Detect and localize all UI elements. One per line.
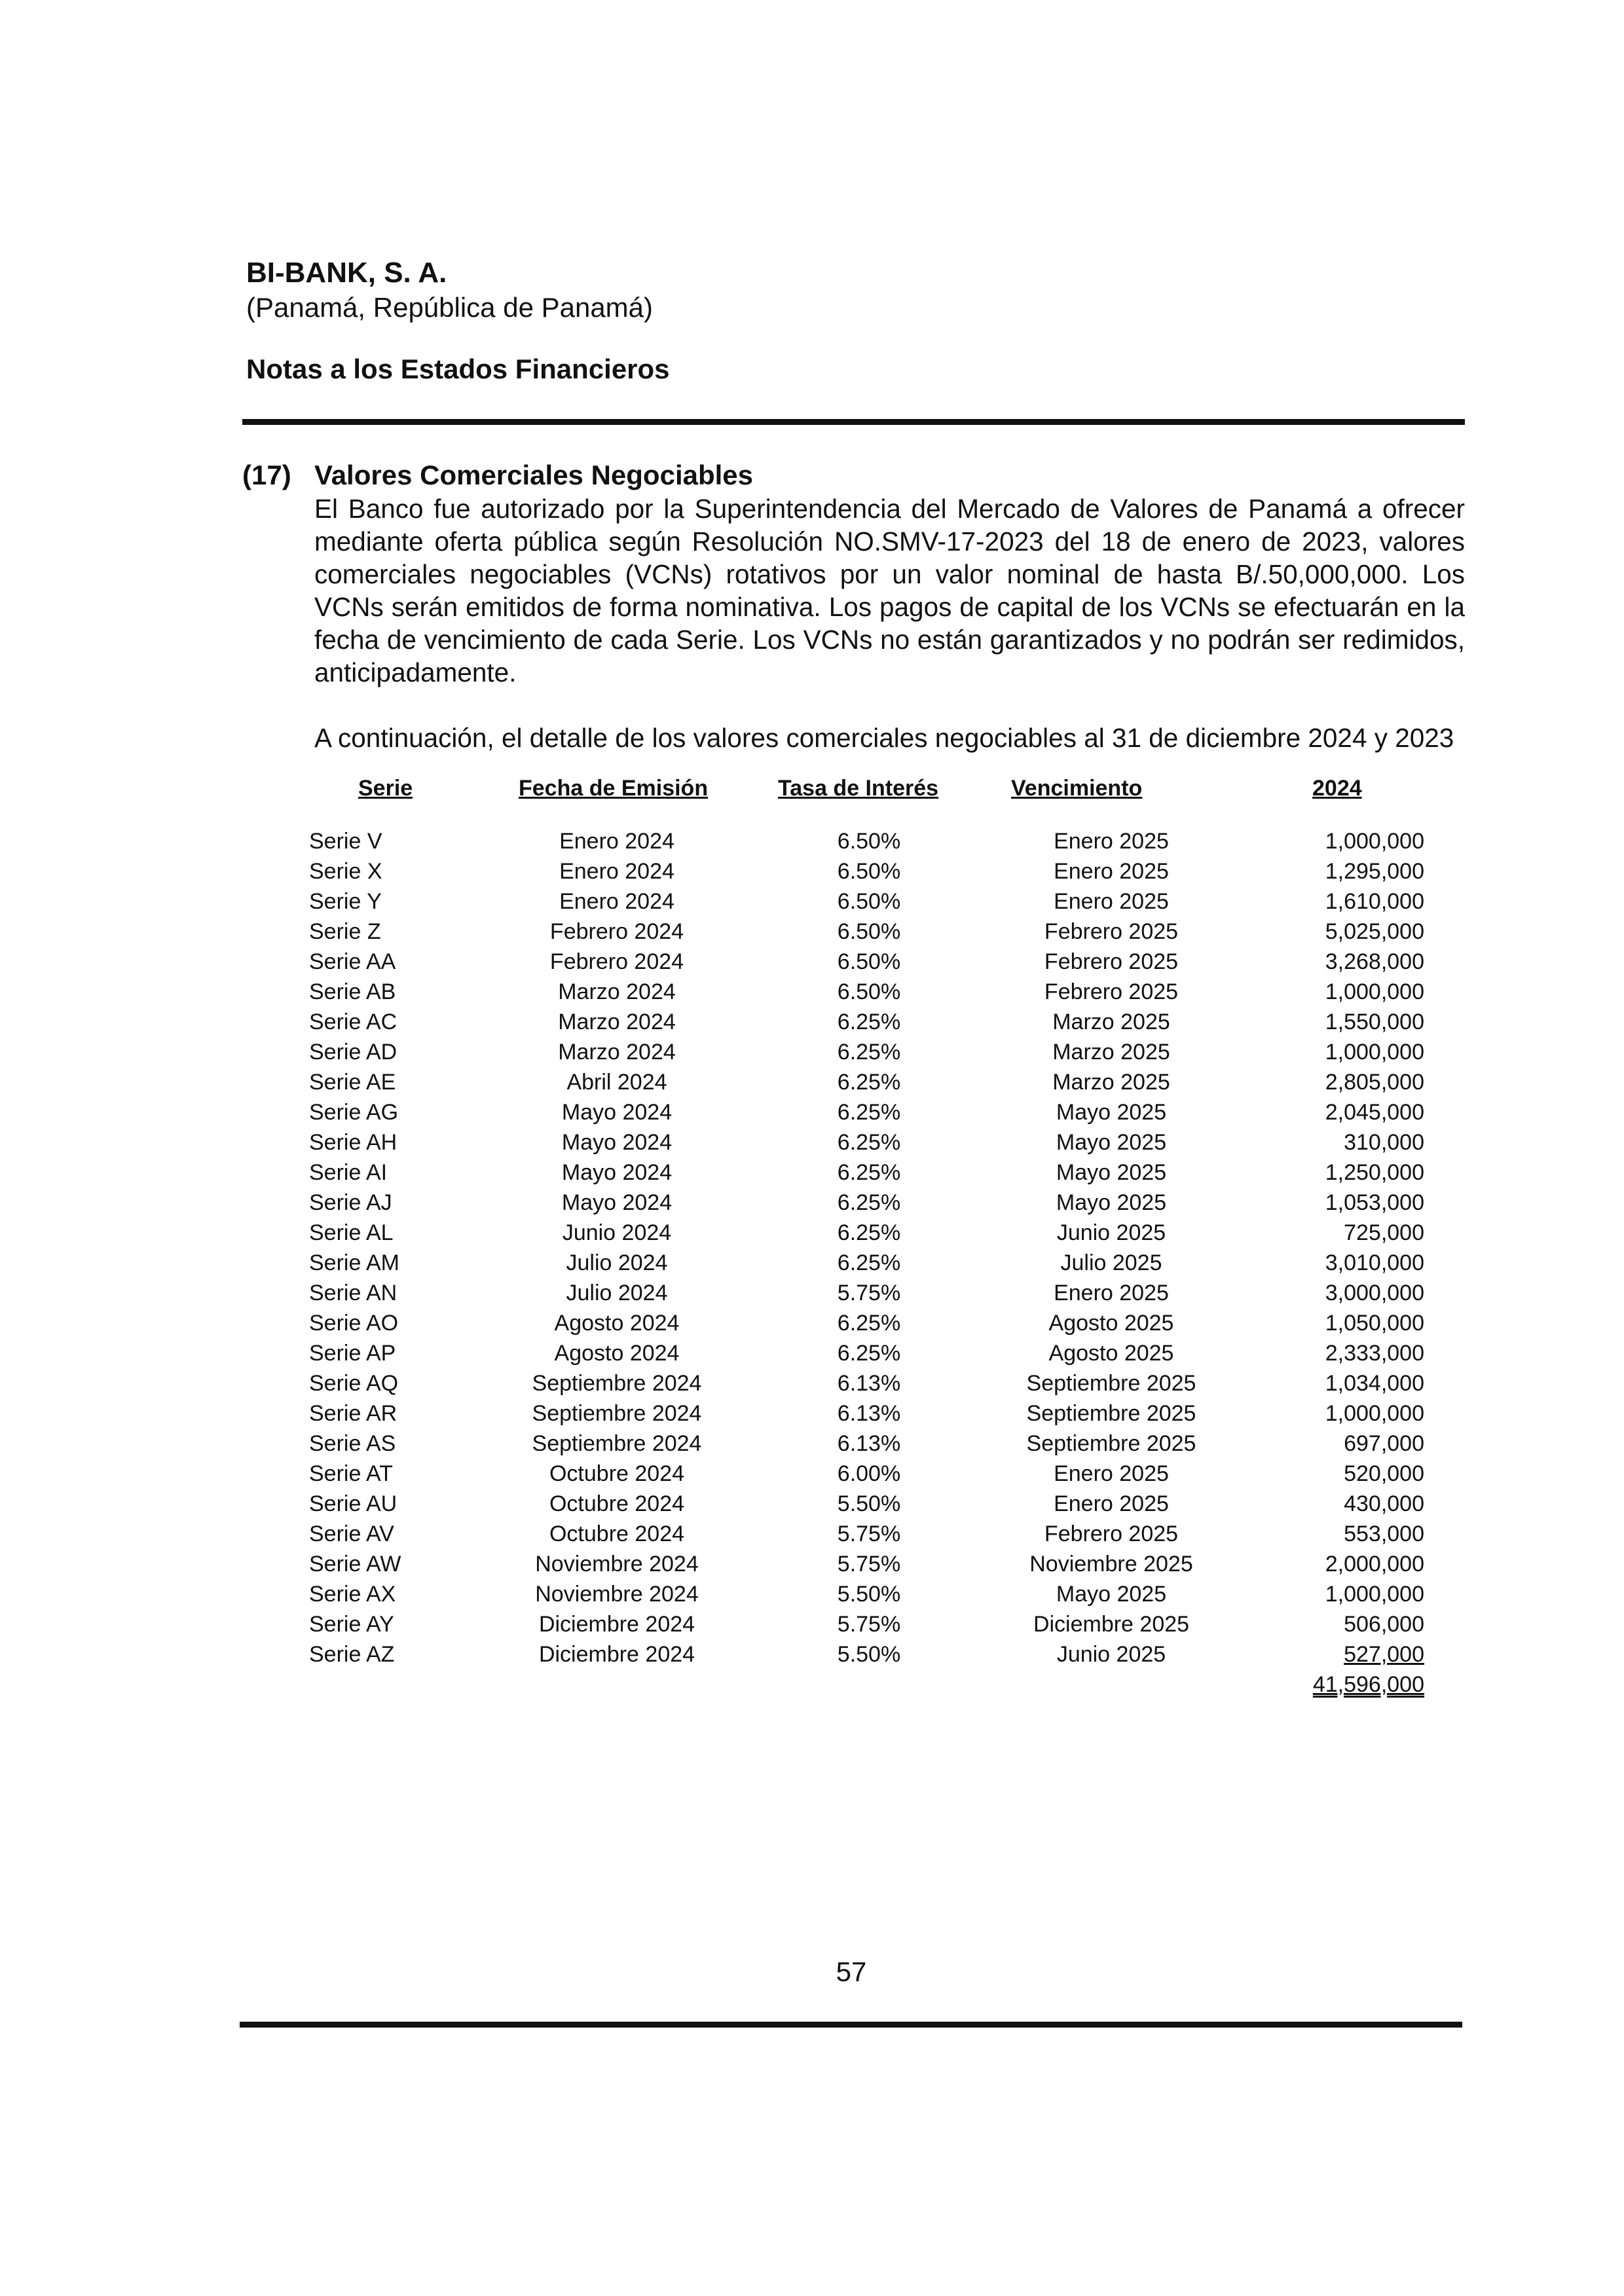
cell-vencimiento: Marzo 2025 (1052, 1040, 1170, 1065)
cell-vencimiento: Enero 2025 (1054, 1491, 1169, 1516)
document-header (246, 255, 670, 386)
cell-fecha-emision: Noviembre 2024 (535, 1552, 699, 1576)
cell-vencimiento: Febrero 2025 (1044, 919, 1179, 944)
cell-amount: 1,053,000 (1325, 1190, 1424, 1215)
cell-serie: Serie AI (309, 1160, 388, 1185)
cell-amount: 2,805,000 (1325, 1070, 1424, 1095)
table-row (309, 947, 1462, 977)
note-section (242, 458, 1465, 754)
cell-vencimiento: Mayo 2025 (1056, 1582, 1167, 1607)
cell-serie: Serie AS (309, 1431, 396, 1456)
cell-amount: 1,000,000 (1325, 1582, 1424, 1607)
table-row (309, 1037, 1462, 1067)
cell-amount: 1,000,000 (1325, 829, 1424, 854)
cell-tasa-interes: 6.25% (837, 1160, 901, 1185)
cell-tasa-interes: 6.50% (837, 979, 901, 1004)
table-row (309, 1459, 1462, 1489)
cell-fecha-emision: Marzo 2024 (558, 1040, 676, 1065)
table-row (309, 1097, 1462, 1127)
cell-vencimiento: Febrero 2025 (1044, 979, 1179, 1004)
cell-vencimiento: Junio 2025 (1056, 1220, 1166, 1245)
cell-vencimiento: Mayo 2025 (1056, 1100, 1167, 1125)
cell-tasa-interes: 6.25% (837, 1341, 901, 1366)
cell-vencimiento: Enero 2025 (1054, 859, 1169, 884)
table-row (309, 1338, 1462, 1368)
table-row (309, 1639, 1462, 1669)
section-title: Valores Comerciales Negociables (314, 460, 754, 490)
cell-serie: Serie AP (309, 1341, 396, 1366)
cell-vencimiento: Febrero 2025 (1044, 1522, 1179, 1546)
cell-tasa-interes: 6.25% (837, 1220, 901, 1245)
table-intro: A continuación, el detalle de los valores comerciales negociables al 31 de diciembre 2024 y 2023 (314, 723, 1454, 753)
cell-tasa-interes: 5.75% (837, 1612, 901, 1637)
total-amount: 41,596,000 (1312, 1672, 1424, 1697)
cell-serie: Serie AB (309, 979, 396, 1004)
cell-fecha-emision: Enero 2024 (559, 829, 674, 854)
cell-serie: Serie AN (309, 1281, 397, 1305)
cell-fecha-emision: Febrero 2024 (549, 949, 684, 974)
cell-fecha-emision: Octubre 2024 (549, 1461, 685, 1486)
cell-tasa-interes: 6.25% (837, 1100, 901, 1125)
table-row (309, 1157, 1462, 1188)
cell-amount: 1,000,000 (1325, 1401, 1424, 1426)
cell-serie: Serie AZ (309, 1642, 395, 1667)
cell-serie: Serie AR (309, 1401, 397, 1426)
cell-serie: Serie AH (309, 1130, 397, 1155)
cell-amount: 527,000 (1344, 1642, 1424, 1667)
cell-serie: Serie AU (309, 1491, 397, 1516)
cell-amount: 1,034,000 (1325, 1371, 1424, 1396)
section-paragraph: El Banco fue autorizado por la Superintendencia del Mercado de Valores de Panamá a ofrecer mediante oferta pública según Resolución NO.SMV-17-2023 del 18 de enero de 2023, valores comerciales negociables (VCNs) rotativos por un valor nominal de hasta B/.50,000,000. Los VCNs serán emitidos de forma nominativa. Los pagos de capital de los VCNs se efectuarán en la fecha de vencimiento de cada Serie. Los VCNs no están garantizados y no podrán ser redimidos, anticipadamente. (314, 494, 1465, 687)
cell-vencimiento: Enero 2025 (1054, 1281, 1169, 1305)
cell-tasa-interes: 6.25% (837, 1311, 901, 1336)
cell-serie: Serie AG (309, 1100, 399, 1125)
cell-amount: 430,000 (1344, 1491, 1424, 1516)
cell-vencimiento: Enero 2025 (1054, 889, 1169, 914)
header-year-2024: 2024 (1312, 776, 1362, 801)
section-number: (17) (242, 460, 291, 490)
cell-vencimiento: Junio 2025 (1056, 1642, 1166, 1667)
cell-amount: 2,333,000 (1325, 1341, 1424, 1366)
notes-title: Notas a los Estados Financieros (246, 354, 670, 384)
cell-tasa-interes: 5.50% (837, 1642, 901, 1667)
cell-serie: Serie AY (309, 1612, 394, 1637)
header-divider (242, 419, 1465, 425)
cell-amount: 1,550,000 (1325, 1010, 1424, 1034)
header-tasa-interes: Tasa de Interés (778, 776, 939, 801)
cell-fecha-emision: Septiembre 2024 (532, 1371, 702, 1396)
cell-tasa-interes: 6.50% (837, 889, 901, 914)
table-row (309, 826, 1462, 856)
cell-fecha-emision: Diciembre 2024 (538, 1612, 695, 1637)
table-row (309, 1609, 1462, 1639)
header-vencimiento: Vencimiento (1011, 776, 1143, 801)
cell-tasa-interes: 6.50% (837, 949, 901, 974)
cell-vencimiento: Septiembre 2025 (1026, 1431, 1196, 1456)
cell-fecha-emision: Julio 2024 (566, 1250, 668, 1275)
cell-amount: 2,045,000 (1325, 1100, 1424, 1125)
cell-serie: Serie AL (309, 1220, 394, 1245)
table-row (309, 1067, 1462, 1097)
cell-vencimiento: Noviembre 2025 (1029, 1552, 1193, 1576)
cell-fecha-emision: Enero 2024 (559, 889, 674, 914)
cell-serie: Serie AM (309, 1250, 399, 1275)
table-body (309, 826, 1462, 1669)
cell-fecha-emision: Octubre 2024 (549, 1522, 685, 1546)
cell-fecha-emision: Octubre 2024 (549, 1491, 685, 1516)
cell-fecha-emision: Febrero 2024 (549, 919, 684, 944)
cell-serie: Serie Z (309, 919, 381, 944)
cell-serie: Serie AX (309, 1582, 396, 1607)
cell-tasa-interes: 5.75% (837, 1281, 901, 1305)
cell-tasa-interes: 6.50% (837, 919, 901, 944)
cell-amount: 3,010,000 (1325, 1250, 1424, 1275)
cell-amount: 310,000 (1344, 1130, 1424, 1155)
cell-amount: 1,050,000 (1325, 1311, 1424, 1336)
cell-vencimiento: Mayo 2025 (1056, 1190, 1167, 1215)
page-number: 57 (836, 1956, 867, 1987)
cell-fecha-emision: Mayo 2024 (561, 1100, 673, 1125)
cell-serie: Serie V (309, 829, 382, 854)
table-header (309, 774, 1462, 826)
cell-vencimiento: Mayo 2025 (1056, 1160, 1167, 1185)
cell-fecha-emision: Julio 2024 (566, 1281, 668, 1305)
cell-serie: Serie AQ (309, 1371, 399, 1396)
cell-tasa-interes: 6.50% (837, 859, 901, 884)
section-heading (242, 458, 1465, 492)
cell-amount: 520,000 (1344, 1461, 1424, 1486)
cell-tasa-interes: 6.13% (837, 1401, 901, 1426)
cell-tasa-interes: 6.25% (837, 1250, 901, 1275)
cell-amount: 1,295,000 (1325, 859, 1424, 884)
cell-serie: Serie AO (309, 1311, 399, 1336)
cell-vencimiento: Septiembre 2025 (1026, 1371, 1196, 1396)
cell-fecha-emision: Marzo 2024 (558, 979, 676, 1004)
cell-tasa-interes: 6.13% (837, 1431, 901, 1456)
cell-serie: Serie X (309, 859, 382, 884)
cell-serie: Serie AA (309, 949, 396, 974)
cell-amount: 1,250,000 (1325, 1160, 1424, 1185)
table-row (309, 1398, 1462, 1429)
cell-vencimiento: Febrero 2025 (1044, 949, 1179, 974)
footer-divider (240, 2022, 1462, 2028)
cell-vencimiento: Mayo 2025 (1056, 1130, 1167, 1155)
cell-tasa-interes: 6.25% (837, 1130, 901, 1155)
cell-amount: 725,000 (1344, 1220, 1424, 1245)
total-row (309, 1669, 1462, 1702)
cell-fecha-emision: Noviembre 2024 (535, 1582, 699, 1607)
cell-fecha-emision: Junio 2024 (562, 1220, 672, 1245)
cell-tasa-interes: 6.13% (837, 1371, 901, 1396)
table-row (309, 1308, 1462, 1338)
cell-tasa-interes: 6.25% (837, 1040, 901, 1065)
table-row (309, 1549, 1462, 1579)
header-fecha-emision: Fecha de Emisión (519, 776, 709, 801)
table-row (309, 1278, 1462, 1308)
table-row (309, 1579, 1462, 1609)
table-row (309, 1429, 1462, 1459)
cell-fecha-emision: Diciembre 2024 (538, 1642, 695, 1667)
cell-serie: Serie AT (309, 1461, 393, 1486)
table-row (309, 917, 1462, 947)
cell-fecha-emision: Agosto 2024 (554, 1341, 680, 1366)
cell-amount: 3,000,000 (1325, 1281, 1424, 1305)
cell-serie: Serie AJ (309, 1190, 392, 1215)
cell-amount: 2,000,000 (1325, 1552, 1424, 1576)
cell-fecha-emision: Abril 2024 (566, 1070, 667, 1095)
table-row (309, 1368, 1462, 1398)
cell-amount: 697,000 (1344, 1431, 1424, 1456)
cell-vencimiento: Marzo 2025 (1052, 1010, 1170, 1034)
cell-tasa-interes: 6.25% (837, 1190, 901, 1215)
table-row (309, 886, 1462, 917)
cell-fecha-emision: Enero 2024 (559, 859, 674, 884)
cell-serie: Serie AE (309, 1070, 396, 1095)
cell-fecha-emision: Agosto 2024 (554, 1311, 680, 1336)
cell-serie: Serie AV (309, 1522, 394, 1546)
cell-serie: Serie AW (309, 1552, 401, 1576)
cell-vencimiento: Enero 2025 (1054, 1461, 1169, 1486)
company-location: (Panamá, República de Panamá) (246, 292, 654, 323)
cell-vencimiento: Marzo 2025 (1052, 1070, 1170, 1095)
cell-amount: 3,268,000 (1325, 949, 1424, 974)
table-row (309, 1218, 1462, 1248)
cell-tasa-interes: 6.50% (837, 829, 901, 854)
table-row (309, 1519, 1462, 1549)
cell-tasa-interes: 5.75% (837, 1522, 901, 1546)
header-serie: Serie (358, 776, 413, 801)
table-row (309, 1188, 1462, 1218)
cell-amount: 1,000,000 (1325, 979, 1424, 1004)
cell-tasa-interes: 5.50% (837, 1491, 901, 1516)
cell-tasa-interes: 6.00% (837, 1461, 901, 1486)
cell-vencimiento: Septiembre 2025 (1026, 1401, 1196, 1426)
cell-tasa-interes: 5.75% (837, 1552, 901, 1576)
table-row (309, 1127, 1462, 1157)
table-row (309, 856, 1462, 886)
table-row (309, 1007, 1462, 1037)
cell-fecha-emision: Marzo 2024 (558, 1010, 676, 1034)
cell-amount: 1,610,000 (1325, 889, 1424, 914)
cell-amount: 506,000 (1344, 1612, 1424, 1637)
cell-vencimiento: Agosto 2025 (1048, 1341, 1174, 1366)
cell-vencimiento: Agosto 2025 (1048, 1311, 1174, 1336)
cell-amount: 5,025,000 (1325, 919, 1424, 944)
cell-amount: 1,000,000 (1325, 1040, 1424, 1065)
vcn-table (309, 774, 1462, 1702)
cell-tasa-interes: 5.50% (837, 1582, 901, 1607)
table-row (309, 1489, 1462, 1519)
cell-fecha-emision: Mayo 2024 (561, 1190, 673, 1215)
cell-vencimiento: Julio 2025 (1060, 1250, 1162, 1275)
cell-amount: 553,000 (1344, 1522, 1424, 1546)
cell-serie: Serie AC (309, 1010, 397, 1034)
company-name: BI-BANK, S. A. (246, 257, 447, 289)
table-row (309, 1248, 1462, 1278)
cell-fecha-emision: Septiembre 2024 (532, 1401, 702, 1426)
cell-fecha-emision: Mayo 2024 (561, 1130, 673, 1155)
cell-vencimiento: Diciembre 2025 (1033, 1612, 1190, 1637)
cell-serie: Serie Y (309, 889, 382, 914)
cell-fecha-emision: Septiembre 2024 (532, 1431, 702, 1456)
table-row (309, 977, 1462, 1007)
cell-vencimiento: Enero 2025 (1054, 829, 1169, 854)
cell-serie: Serie AD (309, 1040, 397, 1065)
cell-fecha-emision: Mayo 2024 (561, 1160, 673, 1185)
cell-tasa-interes: 6.25% (837, 1010, 901, 1034)
cell-tasa-interes: 6.25% (837, 1070, 901, 1095)
